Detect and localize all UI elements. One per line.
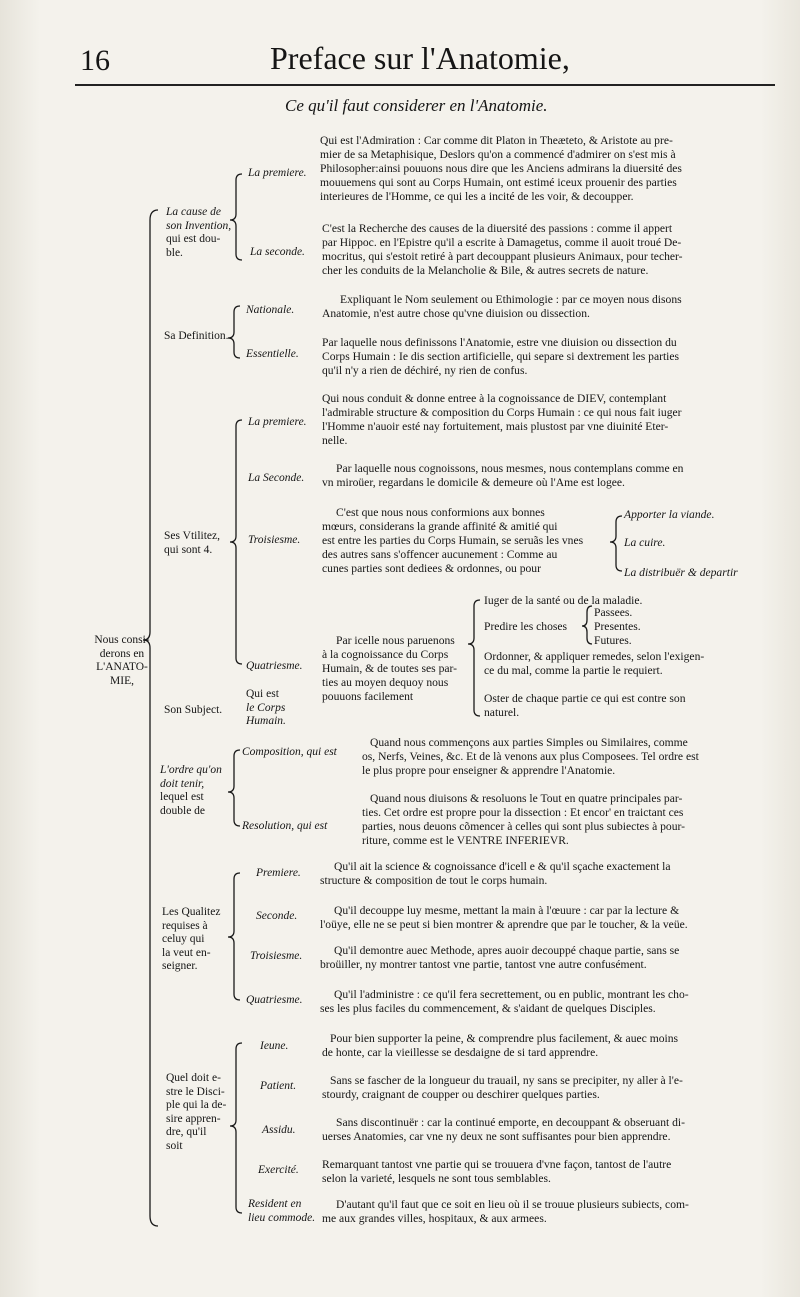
text-line: de honte, car la vieillesse se desdaigne de si tard apprendre. — [322, 1046, 599, 1059]
label-line: Ses Vtilitez, — [164, 530, 221, 542]
label-line: Les Qualitez — [162, 906, 221, 918]
root-label-line: derons en — [99, 647, 145, 660]
definition-essentielle-label: Essentielle. — [246, 348, 299, 360]
text-line: mier de sa Metaphisique, Deslors qu'on a commencé d'admirer on s'est mis à — [320, 148, 676, 161]
text-line: Par laquelle nous cognoissons, nous mesmes, nous contemplans comme en — [336, 462, 684, 475]
text-line: Corps Humain : Ie dis section artificielle, qui separe si dextrement les parties — [322, 350, 680, 363]
disciple-assidu-text — [322, 1116, 685, 1144]
label-line: celuy qui — [162, 933, 205, 945]
text-line: Quand nous diuisons & resoluons le Tout en quatre principales par- — [370, 792, 683, 805]
text-line: Sans se fascher de la longueur du trauail, ny sans se precipiter, ny aller à l'e- — [330, 1074, 683, 1087]
utilitez-quatriesme-label: Quatriesme. — [246, 660, 303, 672]
ordre-resolution-text — [362, 792, 685, 848]
text-line: Par icelle nous paruenons — [336, 634, 455, 647]
text-line: naturel. — [484, 706, 520, 719]
text-line: qu'il n'y a rien de déchiré, ny rien de confus. — [322, 364, 528, 377]
definition-bracket — [228, 306, 240, 358]
ordre-composition-text — [362, 736, 699, 778]
text-line: Pour bien supporter la peine, & comprendre plus facilement, & auec moins — [330, 1032, 679, 1045]
text-line: Humain, & de toutes ses par- — [322, 662, 457, 675]
disciple-ieune-text — [322, 1032, 678, 1060]
text-line: l'Homme n'auoir esté nay fortuitement, mais plustost par vne diuinité Eter- — [322, 420, 669, 433]
label-line: requises à — [162, 919, 208, 932]
disciple-exercite-text — [322, 1158, 671, 1186]
qualitez-quatriesme-text — [320, 988, 689, 1016]
text-line: riture, comme est le VENTRE INFERIEVR. — [362, 834, 569, 847]
text-line: Remarquant tantost vne partie qui se trouuera d'vne façon, tantost de l'autre — [322, 1158, 672, 1171]
utilitez-troisiesme-text — [322, 506, 583, 576]
label-line: stre le Disci- — [166, 1085, 225, 1098]
page-number: 16 — [80, 44, 110, 77]
label-line: qui sont 4. — [164, 543, 213, 556]
qualitez-premiere-text — [320, 860, 671, 888]
label-line: seigner. — [162, 960, 198, 972]
utilitez-seconde-text — [322, 462, 683, 490]
header-rule — [75, 84, 775, 86]
definition-nationale-text — [322, 293, 682, 321]
text-line: uerses Anatomies, car vne ny deux ne sont suffisantes pour bien apprendre. — [322, 1130, 671, 1143]
label-line: qui est dou- — [166, 233, 221, 245]
label-line: son Invention, — [166, 219, 232, 232]
text-line: broüiller, ny montrer tantost vne partie, tantost vne autre confusément. — [320, 958, 647, 971]
text-line: mouuemens qui sont au Corps Humain, ont estimé iceux prouenir des parties — [320, 176, 677, 189]
utilitez-seconde-label: La Seconde. — [248, 472, 305, 484]
text-line: stourdy, craignant de coupper ou deschirer quelques parties. — [322, 1088, 600, 1101]
text-line: Oster de chaque partie ce qui est contre son — [484, 692, 686, 705]
text-line: Qu'il demontre auec Methode, apres auoir decouppé chaque partie, sans se — [334, 944, 680, 957]
quatriesme-predire: Predire les choses — [484, 620, 568, 633]
label-line: doit tenir, — [160, 777, 205, 790]
root-label-line: L'ANATO- — [96, 661, 148, 673]
label-line: dre, qu'il — [166, 1126, 207, 1138]
label-line: soit — [166, 1139, 183, 1152]
text-line: cher les conduits de la Melancholie & Bile, & autres secrets de nature. — [322, 264, 649, 277]
utilitez-premiere-label: La premiere. — [248, 416, 307, 428]
label-line: double de — [160, 804, 206, 817]
text-line: Par laquelle nous definissons l'Anatomie, estre vne diuision ou dissection du — [322, 336, 677, 349]
disciple-patient-text — [322, 1074, 683, 1102]
label-line: sire appren- — [166, 1112, 221, 1125]
cause-premiere-text — [320, 134, 682, 204]
text-line: Qui nous conduit & donne entree à la cognoissance de DIEV, contemplant — [322, 392, 667, 405]
text-line: structure & composition de tout le corps humain. — [320, 874, 548, 887]
quatriesme-times — [594, 606, 641, 648]
text-line: ties au moyen dequoy nous — [322, 676, 449, 689]
time-item: Presentes. — [594, 620, 641, 633]
text-line: Anatomie, n'est autre chose qu'vne diuision ou dissection. — [322, 307, 590, 320]
troisiesme-option-1: Apporter la viande. — [624, 508, 715, 521]
label-line: ple qui la de- — [166, 1099, 227, 1111]
cause-label — [166, 206, 238, 260]
text-line: ses les plus faciles du commencement, & s'aidant de quelques Disciples. — [320, 1002, 656, 1015]
label-line: Quel doit e- — [166, 1072, 221, 1084]
root-label-line: Nous consi- — [94, 634, 150, 646]
definition-label: Sa Definition. — [164, 330, 229, 342]
qualitez-troisiesme-text — [320, 944, 679, 972]
text-line: à la cognoissance du Corps — [322, 648, 449, 661]
text-line: parties, nous deuons cõmencer à celles qui sont plus subiectes à pour- — [362, 820, 686, 833]
times-bracket — [582, 606, 592, 644]
text-line: Philosopher:ainsi pouuons nous dire que les Anciens admirans la diuersité des — [320, 162, 682, 175]
troisiesme-options-bracket — [610, 516, 622, 571]
text-line: Qu'il decouppe luy mesme, mettant la main à l'œuure : car par la lecture & — [334, 904, 680, 917]
subject-label: Son Subject. — [164, 704, 223, 716]
text-line: mocritus, qui s'estoit retiré à part decouppant plusieurs Animaux, pour techer- — [322, 250, 683, 263]
label-line: ble. — [166, 246, 183, 259]
disciple-label — [166, 1072, 236, 1153]
text-line: os, Nerfs, Veines, &c. Et de là venons aux plus Composees. Tel ordre est — [362, 750, 699, 763]
text-line: Sans discontinuër : car la continué emporte, en decouppant & obseruant di- — [336, 1116, 685, 1129]
definition-nationale-label: Nationale. — [246, 304, 295, 316]
troisiesme-option-3: La distribuër & departir — [624, 566, 738, 579]
utilitez-premiere-text — [322, 392, 682, 448]
text-line: Qui est l'Admiration : Car comme dit Platon in Theæteto, & Aristote au pre- — [320, 134, 673, 147]
text-line: vn miroüer, regardans le domicile & demeure où l'Ame est logee. — [322, 476, 625, 489]
text-line: Qu'il ait la science & cognoissance d'icell e & qu'il sçache exactement la — [334, 860, 671, 873]
disciple-patient-label: Patient. — [260, 1080, 297, 1092]
disciple-assidu-label: Assidu. — [262, 1124, 296, 1136]
disciple-ieune-label: Ieune. — [260, 1040, 289, 1052]
running-title: Preface sur l'Anatomie, — [270, 40, 570, 76]
quatriesme-iuger: Iuger de la santé ou de la maladie. — [484, 594, 643, 607]
text-line: ce du mal, comme la partie le requiert. — [484, 664, 663, 677]
time-item: Passees. — [594, 606, 633, 619]
ordre-resolution-label: Resolution, qui est — [242, 820, 328, 832]
utilitez-quatriesme-text — [322, 634, 457, 704]
cause-premiere-label: La premiere. — [248, 167, 307, 179]
qualitez-label — [162, 906, 234, 974]
cause-seconde-text — [322, 222, 683, 278]
label-line: La cause de — [166, 206, 221, 218]
qualitez-quatriesme-label: Quatriesme. — [246, 994, 303, 1006]
troisiesme-option-2: La cuire. — [624, 536, 666, 549]
label-line: L'ordre qu'on — [160, 764, 222, 776]
cause-seconde-label: La seconde. — [250, 246, 305, 258]
label-line: lequel est — [160, 791, 204, 803]
root-label — [84, 634, 160, 688]
text-line: est entre les parties du Corps Humain, se seruãs les vnes — [322, 534, 584, 547]
qualitez-premiere-label: Premiere. — [256, 867, 301, 879]
text-line: C'est la Recherche des causes de la diuersité des passions : comme il appert — [322, 222, 673, 235]
utilitez-label — [164, 530, 236, 557]
label-line: lieu commode. — [248, 1211, 316, 1224]
text-line: nelle. — [322, 434, 348, 447]
qualitez-seconde-text — [320, 904, 688, 932]
text-line: mœurs, considerans la grande affinité & amitié qui — [322, 520, 558, 533]
ordre-composition-label: Composition, qui est — [242, 746, 337, 758]
utilitez-troisiesme-label: Troisiesme. — [248, 534, 301, 546]
text-line: C'est que nous nous conformions aux bonnes — [336, 506, 545, 519]
label-line: Resident en — [248, 1198, 302, 1210]
qualitez-seconde-label: Seconde. — [256, 910, 298, 922]
text-line: le plus propre pour enseigner & apprendre l'Anatomie. — [362, 764, 616, 777]
quatriesme-ordonner — [484, 650, 704, 678]
label-line: la veut en- — [162, 946, 211, 959]
text-line: par Hippoc. en l'Epistre qu'il a escrite à Damagetus, comme il auoit troué De- — [322, 236, 682, 249]
text-line: D'autant qu'il faut que ce soit en lieu où il se trouue plusieurs subiects, com- — [336, 1198, 689, 1211]
subject-text — [246, 688, 286, 729]
text-line: Expliquant le Nom seulement ou Ethimologie : par ce moyen nous disons — [340, 293, 682, 306]
text-line: le Corps — [246, 701, 286, 714]
text-line: selon la varieté, lesquels ne sont tous semblables. — [322, 1172, 551, 1185]
text-line: Qui est — [246, 688, 279, 700]
text-line: me aux grandes villes, hospitaux, & aux armees. — [322, 1212, 547, 1225]
text-line: Ordonner, & appliquer remedes, selon l'exigen- — [484, 650, 705, 663]
time-item: Futures. — [594, 634, 632, 647]
disciple-resident-text — [322, 1198, 689, 1226]
text-line: Qu'il l'administre : ce qu'il fera secrettement, ou en public, montrant les cho- — [334, 988, 689, 1001]
definition-essentielle-text — [322, 336, 679, 378]
root-bracket — [143, 210, 158, 1226]
text-line: ties. Cet ordre est propre pour la dissection : Et encor' en traictant ces — [362, 806, 684, 819]
quatriesme-oster — [484, 692, 686, 720]
disciple-exercite-label: Exercité. — [258, 1164, 299, 1176]
text-line: des autres sans s'offencer aucunement : Comme au — [322, 548, 558, 561]
qualitez-troisiesme-label: Troisiesme. — [250, 950, 303, 962]
text-line: pouuons facilement — [322, 690, 414, 703]
ordre-label — [160, 764, 232, 818]
quatriesme-sub-bracket — [468, 600, 480, 716]
root-label-line: MIE, — [110, 674, 134, 687]
disciple-resident-label — [248, 1198, 315, 1225]
text-line: interieures de l'Homme, ce qui les a incité de les voir, & decoupper. — [320, 190, 634, 203]
text-line: l'admirable structure & composition du Corps Humain : ce qui nous fait iuger — [322, 406, 682, 419]
text-line: cunes parties sont dediees & ordonnes, ou pour — [322, 562, 541, 575]
table-title: Ce qu'il faut considerer en l'Anatomie. — [285, 96, 548, 115]
text-line: Humain. — [246, 715, 286, 727]
text-line: l'oüye, elle ne se peut si bien montrer & aprendre que par le toucher, & la veüe. — [320, 918, 688, 931]
text-line: Quand nous commençons aux parties Simples ou Similaires, comme — [370, 736, 688, 749]
